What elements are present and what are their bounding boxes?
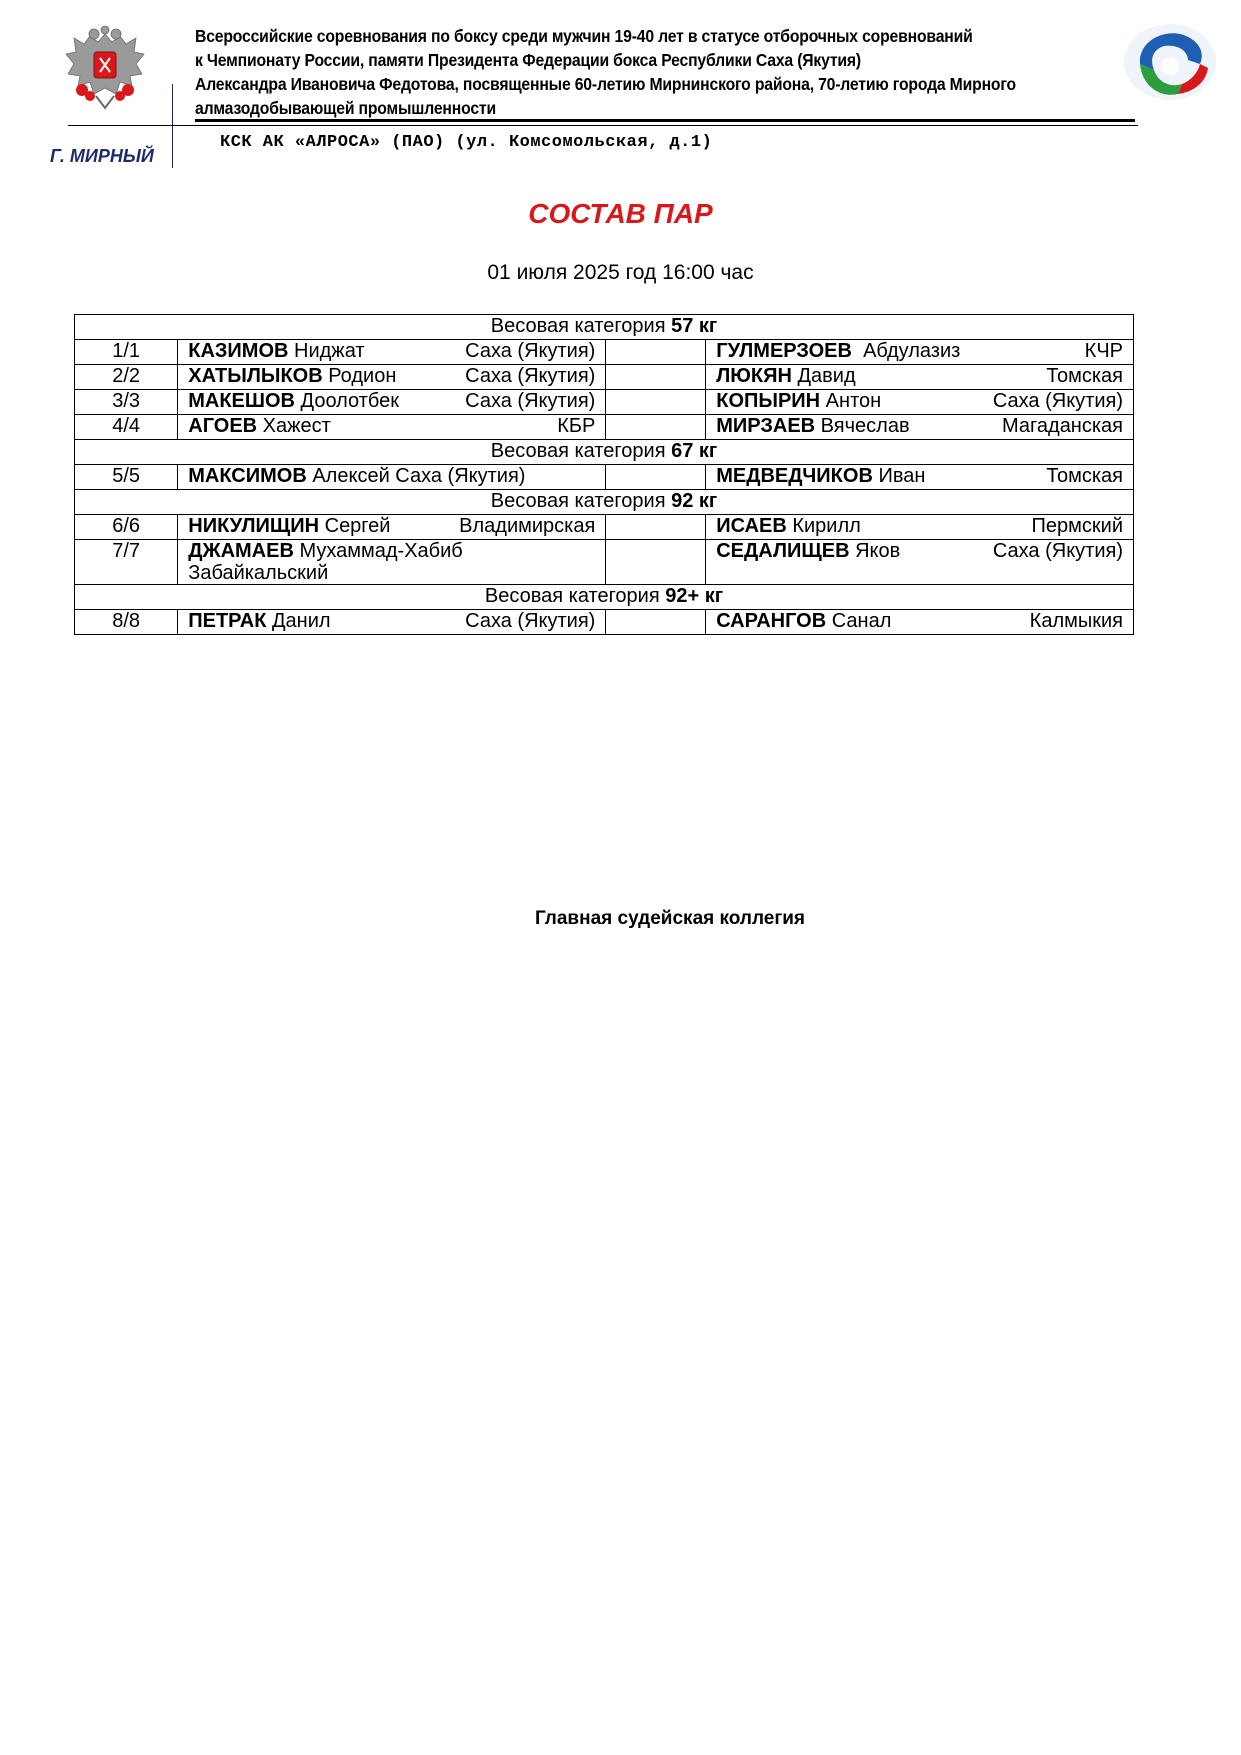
fighter-name: Доолотбек <box>295 390 399 412</box>
category-weight: 57 кг <box>671 315 718 337</box>
fighter-name: Мухаммад-Хабиб <box>293 540 463 562</box>
fighter-surname: НИКУЛИЩИН <box>188 515 320 537</box>
fighter-surname: АГОЕВ <box>188 415 258 437</box>
category-label: Весовая категория <box>484 585 666 607</box>
bout-number: 4/4 <box>75 415 178 440</box>
fighter-surname: КАЗИМОВ <box>188 340 289 362</box>
header-vertical-rule <box>172 84 173 168</box>
title-line: к Чемпионату России, памяти Президента Федерации бокса Республики Саха (Якутия) <box>195 50 861 70</box>
spacer-cell <box>606 515 706 540</box>
category-cell <box>75 585 1134 610</box>
table-row <box>75 540 1134 585</box>
fighter-region: КЧР <box>1084 340 1123 362</box>
category-label: Весовая категория <box>490 440 672 462</box>
fighter-name: Абдулазиз <box>851 340 961 362</box>
blue-corner-fighter <box>706 515 1134 540</box>
bout-number: 6/6 <box>75 515 178 540</box>
red-corner-fighter <box>178 390 606 415</box>
coat-of-arms-logo <box>60 24 150 112</box>
fighter-name: Ниджат <box>288 340 365 362</box>
red-corner-fighter <box>178 415 606 440</box>
fighter-name: Кирилл <box>786 515 861 537</box>
fighter-region: Саха (Якутия) <box>465 390 596 412</box>
spacer-cell <box>606 415 706 440</box>
fighter-surname: ПЕТРАК <box>188 610 267 632</box>
table-row <box>75 465 1134 490</box>
bout-number: 2/2 <box>75 365 178 390</box>
category-cell <box>75 440 1134 465</box>
title-line: Всероссийские соревнования по боксу среди мужчин 19-40 лет в статусе отборочных соревнований <box>195 26 973 46</box>
blue-corner-fighter <box>706 340 1134 365</box>
category-label: Весовая категория <box>490 315 672 337</box>
red-corner-fighter <box>178 365 606 390</box>
fighter-name: Родион <box>322 365 397 387</box>
fighter-region: Саха (Якутия) <box>465 340 596 362</box>
category-cell <box>75 490 1134 515</box>
fighter-region: Саха (Якутия) <box>465 610 596 632</box>
spacer-cell <box>606 610 706 635</box>
red-corner-fighter <box>178 340 606 365</box>
fighter-region: Саха (Якутия) <box>992 390 1123 412</box>
blue-corner-fighter <box>706 465 1134 490</box>
boxing-federation-logo <box>1118 20 1218 102</box>
spacer-cell <box>606 390 706 415</box>
fighter-region: Саха (Якутия) <box>992 540 1123 562</box>
blue-corner-fighter <box>706 610 1134 635</box>
table-row <box>75 515 1134 540</box>
fighter-surname: МАКСИМОВ <box>188 465 307 487</box>
fighter-surname: КОПЫРИН <box>716 390 821 412</box>
category-row <box>75 490 1134 515</box>
fighter-region: Забайкальский <box>188 562 329 584</box>
fighter-region: Владимирская <box>459 515 596 537</box>
fighter-name: Яков <box>849 540 901 562</box>
document-title: СОСТАВ ПАР <box>528 198 713 229</box>
fighter-region: Саха (Якутия) <box>465 365 596 387</box>
header-thick-rule <box>195 119 1135 122</box>
fighter-name: Антон <box>820 390 882 412</box>
blue-corner-fighter <box>706 365 1134 390</box>
category-weight: 67 кг <box>671 440 718 462</box>
fighter-surname: ГУЛМЕРЗОЕВ <box>716 340 852 362</box>
category-label: Весовая категория <box>490 490 672 512</box>
fighter-name: Сергей <box>319 515 391 537</box>
blue-corner-fighter <box>706 390 1134 415</box>
blue-corner-fighter <box>706 540 1134 585</box>
spacer-cell <box>606 340 706 365</box>
fighter-name: Вячеслав <box>815 415 910 437</box>
header-thin-rule <box>68 125 1138 126</box>
fighter-region: Томская <box>1046 465 1123 487</box>
red-corner-fighter <box>178 465 606 490</box>
bout-number: 1/1 <box>75 340 178 365</box>
table-row <box>75 340 1134 365</box>
fighter-surname: САРАНГОВ <box>716 610 827 632</box>
table-row <box>75 365 1134 390</box>
fighter-region: Магаданская <box>1002 415 1123 437</box>
spacer-cell <box>606 540 706 585</box>
spacer-cell <box>606 465 706 490</box>
fighter-name: Данил <box>266 610 331 632</box>
blue-corner-fighter <box>706 415 1134 440</box>
bout-number: 8/8 <box>75 610 178 635</box>
fighter-name: Алексей Саха (Якутия) <box>306 465 526 487</box>
category-cell <box>75 315 1134 340</box>
fighter-region: Пермский <box>1031 515 1123 537</box>
city-label: Г. МИРНЫЙ <box>50 146 154 166</box>
category-weight: 92+ кг <box>665 585 724 607</box>
fighter-region: Калмыкия <box>1029 610 1123 632</box>
title-line: алмазодобывающей промышленности <box>195 98 496 118</box>
fighter-name: Иван <box>872 465 926 487</box>
fighter-surname: СЕДАЛИЩЕВ <box>716 540 850 562</box>
table-row <box>75 610 1134 635</box>
fighter-name: Хажест <box>257 415 331 437</box>
category-row <box>75 440 1134 465</box>
fighter-surname: ХАТЫЛЫКОВ <box>188 365 323 387</box>
fighter-surname: ДЖАМАЕВ <box>188 540 294 562</box>
red-corner-fighter <box>178 610 606 635</box>
spacer-cell <box>606 365 706 390</box>
competition-title <box>195 24 1041 120</box>
footer-signature: Главная судейская коллегия <box>534 908 806 929</box>
fighter-surname: ИСАЕВ <box>716 515 787 537</box>
category-row <box>75 315 1134 340</box>
fighter-region: КБР <box>557 415 596 437</box>
table-row <box>75 415 1134 440</box>
red-corner-fighter <box>178 515 606 540</box>
bout-number: 5/5 <box>75 465 178 490</box>
bout-number: 3/3 <box>75 390 178 415</box>
fighter-name: Давид <box>791 365 856 387</box>
category-weight: 92 кг <box>671 490 718 512</box>
pairs-table <box>74 314 1134 635</box>
category-row <box>75 585 1134 610</box>
fighter-surname: МИРЗАЕВ <box>716 415 816 437</box>
table-row <box>75 390 1134 415</box>
fighter-surname: МЕДВЕДЧИКОВ <box>716 465 873 487</box>
fighter-surname: МАКЕШОВ <box>188 390 295 412</box>
venue-label: КСК АК «АЛРОСА» (ПАО) (ул. Комсомольская, д.1) <box>220 133 713 152</box>
red-corner-fighter <box>178 540 606 585</box>
bout-number: 7/7 <box>75 540 178 585</box>
fighter-name: Санал <box>826 610 892 632</box>
fighter-region: Томская <box>1046 365 1123 387</box>
title-line: Александра Ивановича Федотова, посвященные 60-летию Мирнинского района, 70-летию города Мирного <box>195 74 1016 94</box>
fighter-surname: ЛЮКЯН <box>716 365 792 387</box>
document-date: 01 июля 2025 год 16:00 час <box>487 261 754 284</box>
